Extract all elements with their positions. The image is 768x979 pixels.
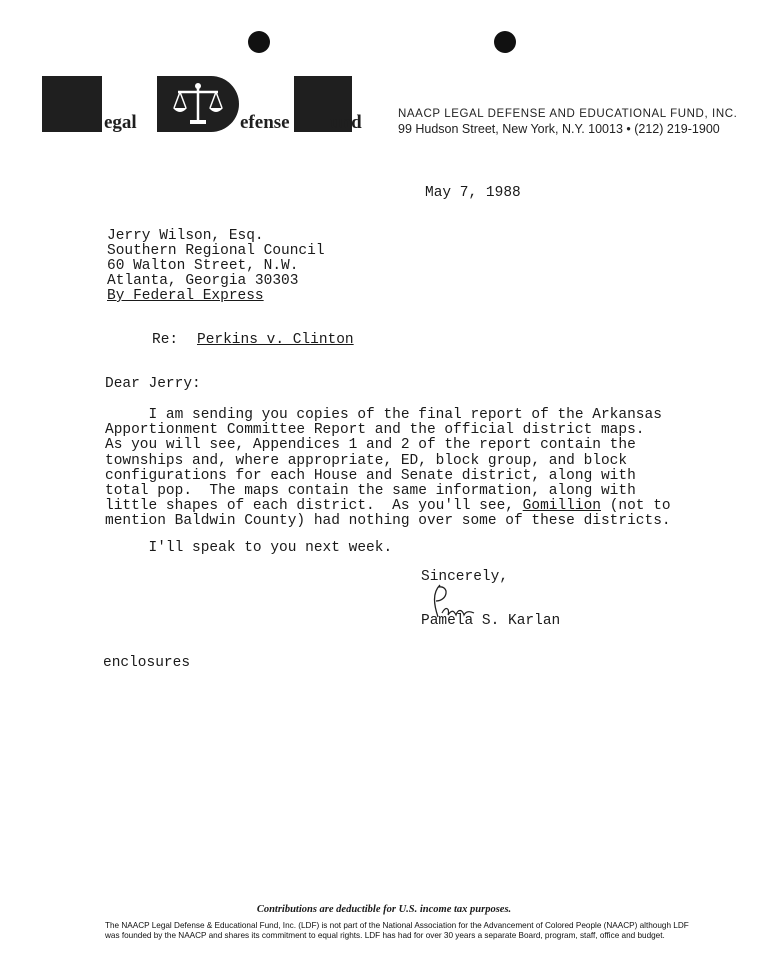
re-label: Re:	[152, 332, 179, 348]
disclaimer-note: The NAACP Legal Defense & Educational Fund, Inc. (LDF) is not part of the National Association for the Advancement of Colored People (NAACP) although LDF was founded by the NAACP and shares its commitment to equal rights. LDF has had for over 30 years a separate Board, program, staff, office and budget.	[105, 921, 689, 940]
logo-word-egal: egal	[104, 112, 137, 133]
punch-hole-right	[494, 31, 516, 53]
tax-deductible-note: Contributions are deductible for U.S. income tax purposes.	[256, 904, 512, 915]
body-line: Apportionment Committee Report and the official district maps.	[105, 422, 645, 439]
body-line-with-case	[105, 499, 705, 514]
recipient-line: 60 Walton Street, N.W.	[107, 258, 299, 274]
salutation: Dear Jerry:	[105, 376, 201, 392]
letter-date: May 7, 1988	[425, 185, 521, 201]
body-paragraph-2: I'll speak to you next week.	[105, 540, 393, 556]
body-line: mention Baldwin County) had nothing over some of these districts.	[105, 513, 671, 530]
signer-name: Pamela S. Karlan	[421, 613, 561, 629]
body-line-start: little shapes of each district. As you'll see,	[105, 498, 523, 515]
enclosures-note: enclosures	[103, 655, 191, 671]
re-case-name: Perkins v. Clinton	[197, 332, 354, 348]
body-line-tail: (not to	[601, 498, 671, 515]
recipient-line: Atlanta, Georgia 30303	[107, 273, 299, 289]
body-line: total pop. The maps contain the same information, along with	[105, 483, 636, 500]
recipient-line: Jerry Wilson, Esq.	[107, 228, 264, 244]
body-paragraph-1	[105, 408, 705, 530]
delivery-method: By Federal Express	[107, 288, 264, 304]
logo-word-efense: efense	[240, 112, 290, 133]
org-address: 99 Hudson Street, New York, N.Y. 10013 • (212) 219-1900	[398, 122, 720, 136]
case-name-gomillion: Gomillion	[522, 498, 601, 515]
body-line: townships and, where appropriate, ED, block group, and block	[105, 452, 628, 469]
body-line: I am sending you copies of the final report of the Arkansas	[105, 407, 662, 423]
body-line: configurations for each House and Senate district, along with	[105, 467, 636, 484]
punch-hole-left	[248, 31, 270, 53]
recipient-line: Southern Regional Council	[107, 243, 325, 259]
logo-letter-l-block	[42, 76, 102, 132]
body-line: As you will see, Appendices 1 and 2 of the report contain the	[105, 437, 636, 454]
org-name: NAACP LEGAL DEFENSE AND EDUCATIONAL FUND, INC.	[398, 108, 738, 120]
logo-word-und: und	[330, 112, 362, 133]
closing: Sincerely,	[421, 569, 509, 585]
scales-of-justice-icon	[170, 80, 226, 128]
